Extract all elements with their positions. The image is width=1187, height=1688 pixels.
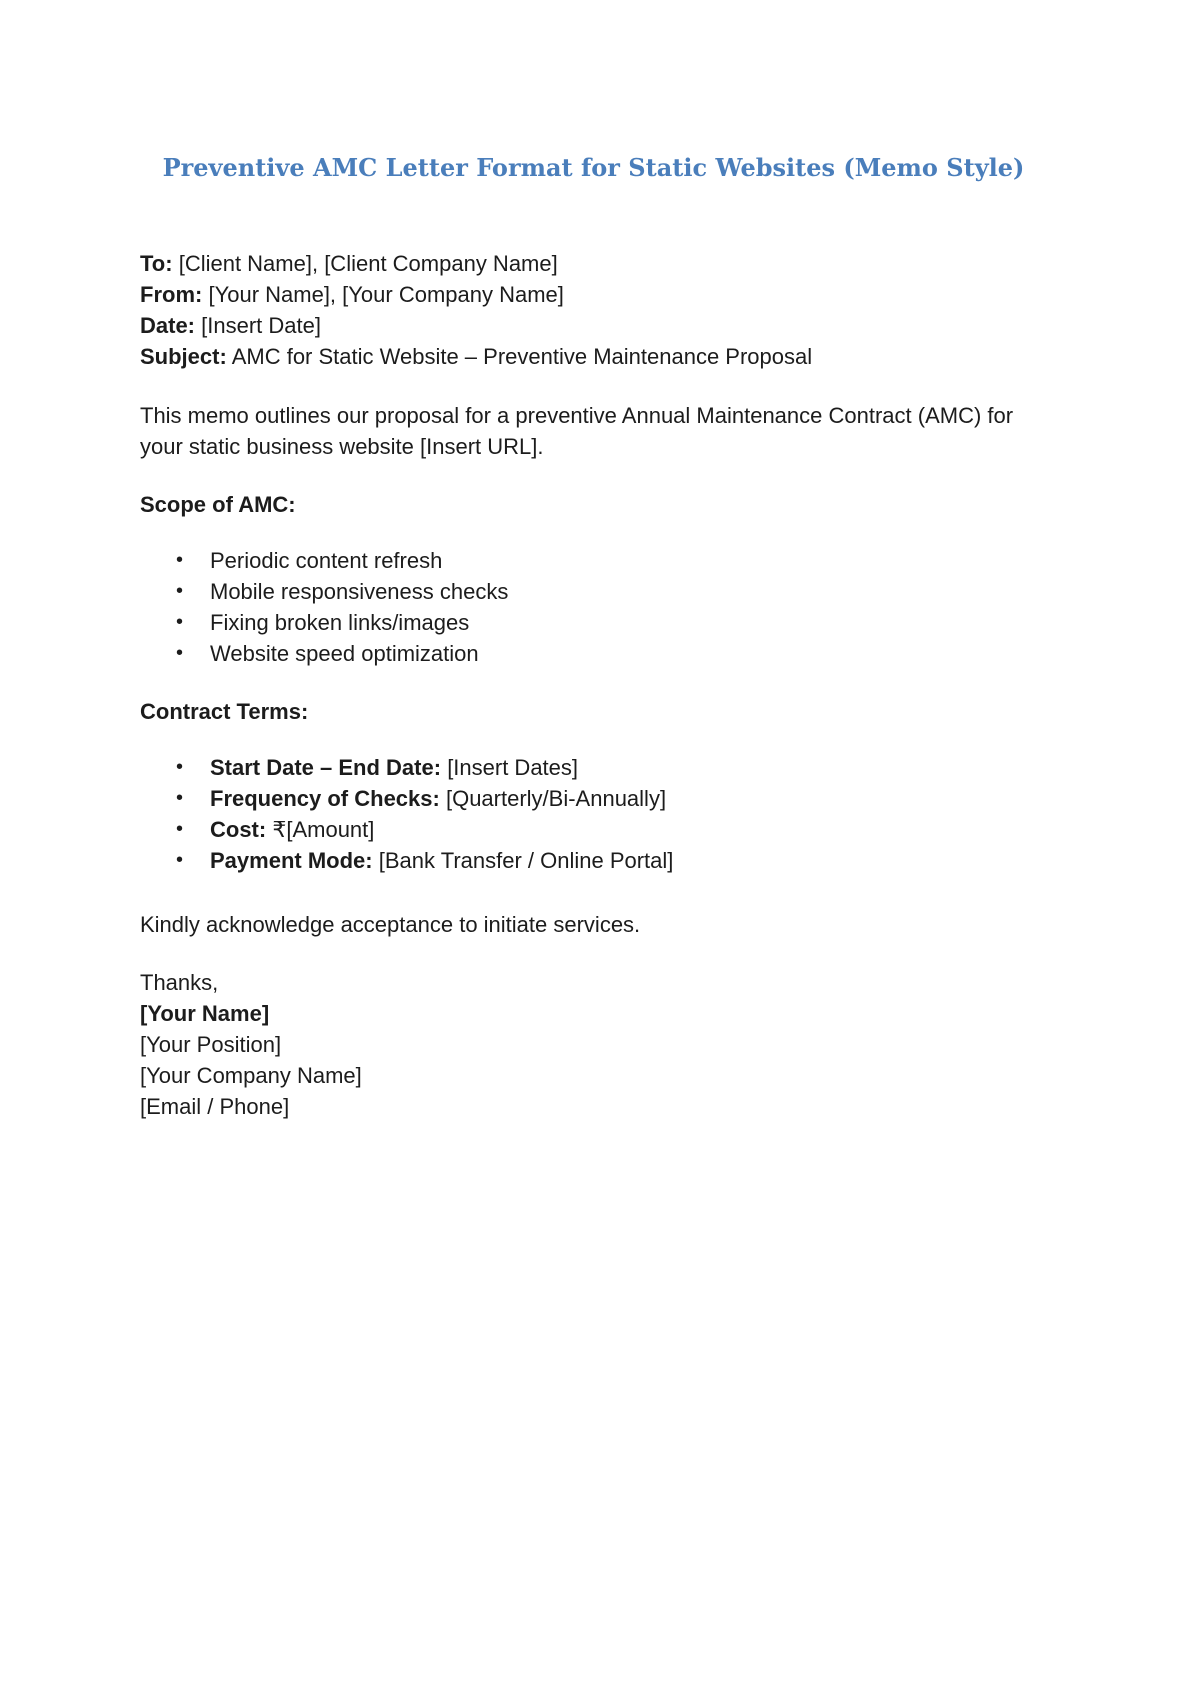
- section-heading-contract-terms: Contract Terms:: [140, 699, 309, 724]
- signature-name: [Your Name]: [140, 1001, 270, 1026]
- signature-position: [Your Position]: [140, 1032, 282, 1057]
- bullet-icon: •: [176, 580, 184, 602]
- field-value-from: [Your Name], [Your Company Name]: [208, 282, 564, 307]
- bullet-text: [Bank Transfer / Online Portal]: [378, 848, 674, 873]
- list-item: [140, 638, 1047, 669]
- bullet-icon: •: [176, 642, 184, 664]
- field-label-from: From:: [140, 282, 203, 307]
- field-label-subject: Subject:: [140, 344, 227, 369]
- document-content: [0, 152, 1187, 1122]
- list-item: [140, 814, 1047, 845]
- bullet-icon: •: [176, 818, 184, 840]
- list-item: [140, 752, 1047, 783]
- bullet-label: Cost:: [210, 817, 267, 842]
- memo-field-subject: [140, 341, 1047, 372]
- field-value-subject: AMC for Static Website – Preventive Maintenance Proposal: [231, 344, 813, 369]
- list-item: [140, 845, 1047, 876]
- memo-field-from: [140, 279, 1047, 310]
- memo-document-page: [0, 152, 1187, 1688]
- memo-field-date: [140, 310, 1047, 341]
- list-item: [140, 607, 1047, 638]
- signature-salutation: Thanks,: [140, 970, 219, 995]
- field-label-to: To:: [140, 251, 173, 276]
- memo-header: [140, 248, 1047, 372]
- field-value-to: [Client Name], [Client Company Name]: [178, 251, 558, 276]
- field-value-date: [Insert Date]: [201, 313, 321, 338]
- memo-field-to: [140, 248, 1047, 279]
- bullet-text: [Quarterly/Bi-Annually]: [445, 786, 667, 811]
- bullet-icon: •: [176, 787, 184, 809]
- bullet-label: Frequency of Checks:: [210, 786, 440, 811]
- section-heading-scope: Scope of AMC:: [140, 492, 296, 517]
- bullet-text: [Insert Dates]: [447, 755, 579, 780]
- bullet-icon: •: [176, 756, 184, 778]
- list-item: [140, 576, 1047, 607]
- bullet-text: Website speed optimization: [210, 641, 479, 666]
- contract-terms-list: [140, 752, 1047, 876]
- bullet-icon: •: [176, 611, 184, 633]
- list-item: [140, 545, 1047, 576]
- bullet-icon: •: [176, 549, 184, 571]
- bullet-text: ₹[Amount]: [272, 817, 375, 842]
- signature-block: [140, 967, 1047, 1122]
- field-label-date: Date:: [140, 313, 196, 338]
- signature-company: [Your Company Name]: [140, 1063, 362, 1088]
- bullet-label: Payment Mode:: [210, 848, 373, 873]
- intro-paragraph: This memo outlines our proposal for a preventive Annual Maintenance Contract (AMC) for your static business website [Insert URL].: [140, 403, 1014, 459]
- bullet-label: Start Date – End Date:: [210, 755, 442, 780]
- scope-list: [140, 545, 1047, 669]
- bullet-icon: •: [176, 849, 184, 871]
- bullet-text: Fixing broken links/images: [210, 610, 470, 635]
- closing-line: Kindly acknowledge acceptance to initiate services.: [140, 912, 641, 937]
- document-title: Preventive AMC Letter Format for Static Websites (Memo Style): [162, 153, 1025, 182]
- list-item: [140, 783, 1047, 814]
- bullet-text: Periodic content refresh: [210, 548, 443, 573]
- bullet-text: Mobile responsiveness checks: [210, 579, 509, 604]
- signature-contact: [Email / Phone]: [140, 1094, 290, 1119]
